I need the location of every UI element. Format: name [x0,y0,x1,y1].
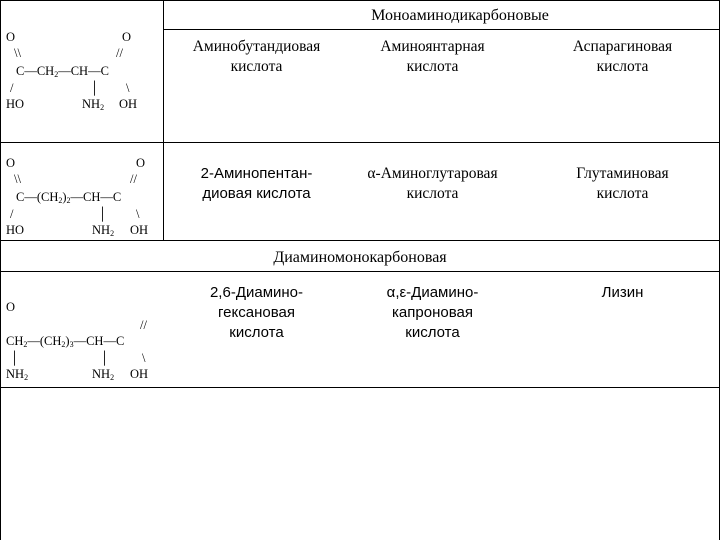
row-divider-3 [0,271,720,272]
formula-atom: $NH_2$ [82,97,105,112]
name-cell: α-Аминоглутаровая кислота [367,165,498,202]
formula-chain: $C—CH_2—CH—C$ [16,64,109,79]
formula-atom: O [6,156,16,170]
formula-bond: / [10,207,14,221]
formula-atom: O [136,156,146,170]
name-cell: Аминобутандиовая кислота [192,38,321,75]
formula-bond: │ [90,81,99,95]
formula-atom: O [6,300,16,314]
name-cell: Аспарагиновая кислота [572,38,673,75]
formula-bond: // [140,318,147,332]
name-cell: 2-Аминопентан- диовая кислота [200,165,313,202]
name-cell: Глутаминовая кислота [576,165,669,202]
name-cell: Аминоянтарная кислота [380,38,485,75]
formula-atom: OH [130,367,149,381]
formula-bond: │ [98,207,107,221]
formula-bond: \ [126,81,130,95]
formula-bond: │ [10,351,19,365]
formula-atom: $NH_2$ [92,367,115,382]
group-header-diamino: Диаминомонокарбоновая [273,249,447,266]
name-cell: 2,6-Диамино- гексановая кислота [209,284,304,341]
header-underline [163,29,720,30]
column-divider [163,0,164,240]
formula-atom: $NH_2$ [92,223,115,238]
formula-bond: / [10,81,14,95]
formula-atom: OH [130,223,149,237]
formula-bond: \ [136,207,140,221]
name-cell: α,ε-Диамино- капроновая кислота [386,284,479,341]
name-cell: Лизин [601,284,644,301]
row-divider-2 [0,240,720,241]
formula-glutamic [6,156,162,240]
row-divider-1 [0,142,720,143]
formula-bond: // [130,172,137,186]
formula-atom: OH [119,97,138,111]
formula-bond: \\ [14,46,21,60]
row-divider-4 [0,387,720,388]
formula-atom: HO [6,97,25,111]
formula-aspartic [6,30,156,140]
formula-bond: │ [100,351,109,365]
formula-chain: $C—(CH_2)_2—CH—C$ [16,190,122,205]
formula-atom: $NH_2$ [6,367,29,382]
formula-atom: O [6,30,16,44]
formula-atom: O [122,30,132,44]
formula-lysine [6,300,162,386]
formula-bond: \\ [14,172,21,186]
table-border-top [0,0,720,1]
formula-atom: HO [6,223,25,237]
formula-chain: $CH_2—(CH_2)_3—CH—C$ [6,334,125,349]
formula-bond: \ [142,351,146,365]
formula-bond: // [116,46,123,60]
table-border-left [0,0,1,540]
group-header-monoamino: Моноаминодикарбоновые [371,7,549,24]
